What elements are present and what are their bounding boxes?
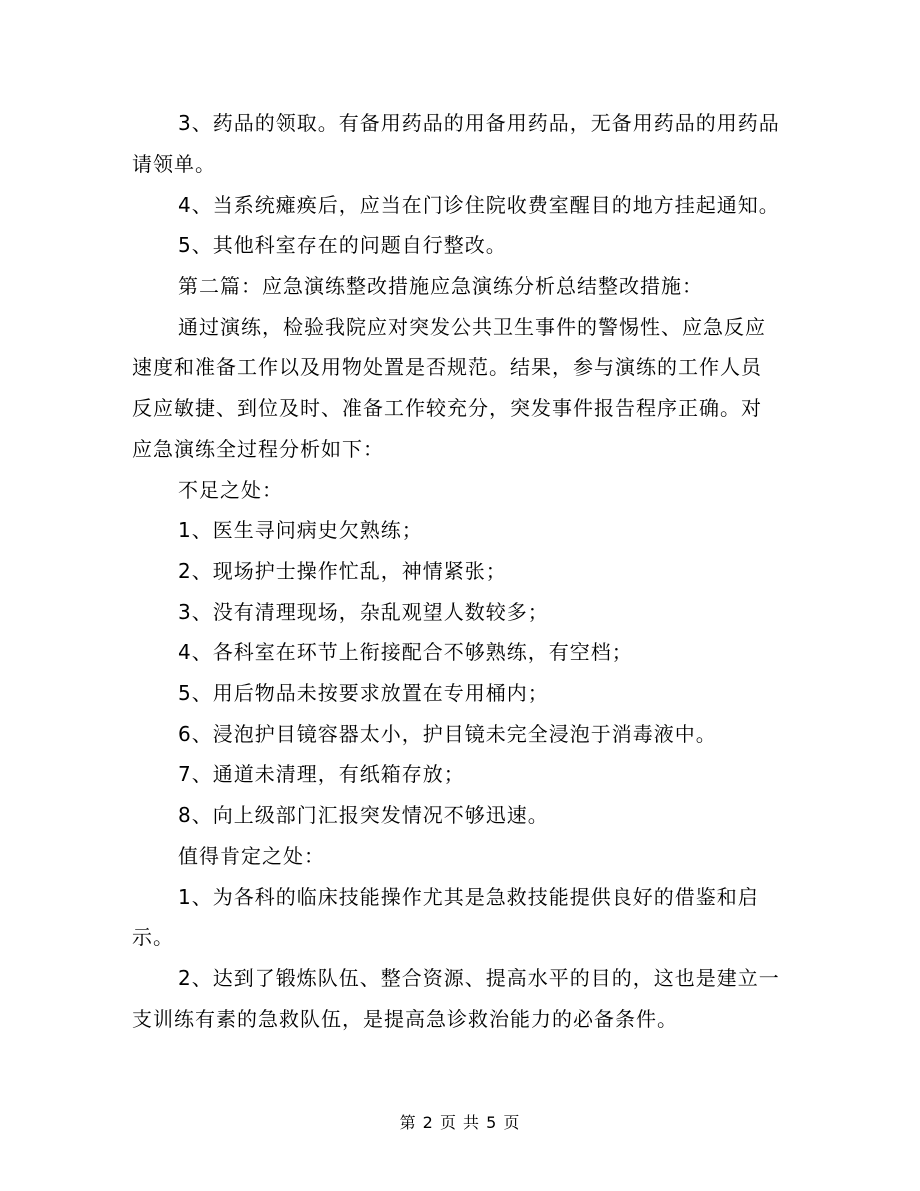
paragraph-line: 5、其他科室存在的问题自行整改。: [178, 233, 507, 257]
list-item: 6、浸泡护目镜容器太小，护目镜未完全浸泡于消毒液中。: [178, 722, 717, 746]
page-number-footer: 第 2 页 共 5 页: [399, 1113, 521, 1132]
section-heading: 第二篇：应急演练整改措施应急演练分析总结整改措施：: [178, 274, 703, 298]
paragraph-line: 通过演练，检验我院应对突发公共卫生事件的警惕性、应急反应: [178, 315, 766, 339]
list-item: 8、向上级部门汇报突发情况不够迅速。: [178, 803, 549, 827]
paragraph-line: 3、药品的领取。有备用药品的用备用药品，无备用药品的用药品: [178, 111, 780, 135]
list-item: 1、为各科的临床技能操作尤其是急救技能提供良好的借鉴和启: [178, 885, 759, 909]
list-item: 2、现场护士操作忙乱，神情紧张；: [178, 559, 507, 583]
paragraph-line: 请领单。: [132, 152, 216, 176]
list-item-continuation: 示。: [132, 925, 174, 949]
subheading: 值得肯定之处：: [178, 844, 325, 868]
list-item-continuation: 支训练有素的急救队伍，是提高急诊救治能力的必备条件。: [132, 1007, 678, 1031]
list-item: 2、达到了锻炼队伍、整合资源、提高水平的目的，这也是建立一: [178, 966, 780, 990]
paragraph-line: 4、当系统瘫痪后，应当在门诊住院收费室醒目的地方挂起通知。: [178, 193, 780, 217]
list-item: 7、通道未清理，有纸箱存放；: [178, 762, 465, 786]
list-item: 3、没有清理现场，杂乱观望人数较多；: [178, 600, 549, 624]
list-item: 4、各科室在环节上衔接配合不够熟练，有空档；: [178, 640, 633, 664]
subheading: 不足之处：: [178, 478, 283, 502]
paragraph-line: 应急演练全过程分析如下：: [132, 437, 384, 461]
paragraph-line: 反应敏捷、到位及时、准备工作较充分，突发事件报告程序正确。对: [132, 396, 762, 420]
paragraph-line: 速度和准备工作以及用物处置是否规范。结果，参与演练的工作人员: [132, 355, 762, 379]
list-item: 5、用后物品未按要求放置在专用桶内；: [178, 681, 549, 705]
list-item: 1、医生寻问病史欠熟练；: [178, 518, 423, 542]
